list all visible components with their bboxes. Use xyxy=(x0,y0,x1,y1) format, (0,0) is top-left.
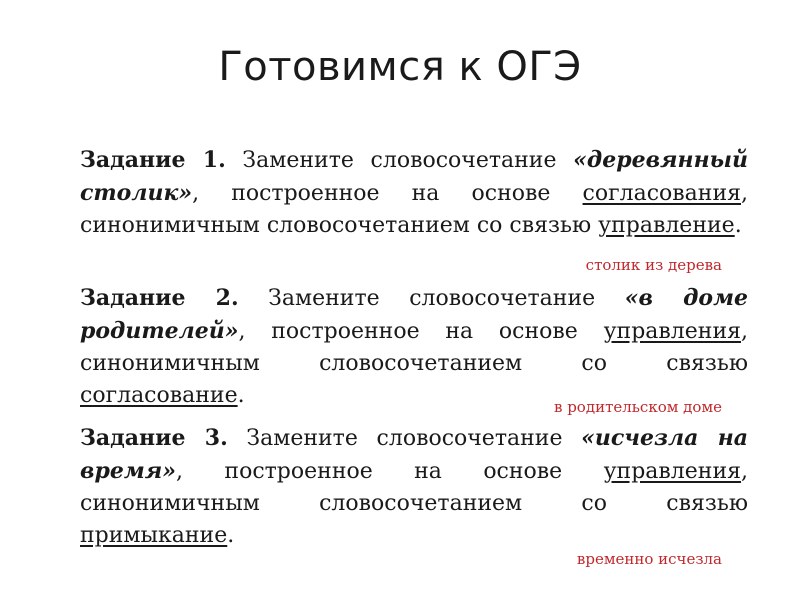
task-2-mid: , построенное на основе xyxy=(238,319,604,344)
task-1-intro: Замените словосочетание xyxy=(225,148,574,173)
task-3-label: Задание 3. xyxy=(80,425,228,451)
task-2-label: Задание 2. xyxy=(80,285,239,311)
task-1-mid: , построенное на основе xyxy=(192,181,583,206)
task-1-link-to: управление xyxy=(598,213,735,238)
task-3-mid2: , синонимичным словосочетанием со связью xyxy=(80,459,748,516)
task-2-link-to: согласование xyxy=(80,383,238,408)
task-3-link-from: управления xyxy=(603,459,741,484)
task-2-intro: Замените словосочетание xyxy=(238,286,625,311)
task-2-link-from: управления xyxy=(603,319,741,344)
task-3-intro: Замените словосочетание xyxy=(227,426,582,451)
task-3-answer: временно исчезла xyxy=(576,550,722,568)
task-1-end: . xyxy=(734,213,742,238)
task-2-mid2: , синонимичным словосочетанием со связью xyxy=(80,319,748,376)
task-3 xyxy=(80,422,748,552)
task-1-phrase: «деревянный столик» xyxy=(80,147,748,206)
task-1-answer: столик из дерева xyxy=(585,256,722,274)
task-2-phrase: «в доме родителей» xyxy=(80,285,748,344)
task-3-link-to: примыкание xyxy=(80,523,228,548)
task-1-link-from: согласования xyxy=(582,181,741,206)
page-title: Готовимся к ОГЭ xyxy=(218,44,582,90)
task-1-mid2: , синонимичным словосочетанием со связью xyxy=(80,181,748,238)
task-3-mid: , построенное на основе xyxy=(176,459,604,484)
task-3-end: . xyxy=(227,523,235,548)
task-1 xyxy=(80,144,748,242)
task-2 xyxy=(80,282,748,412)
task-2-end: . xyxy=(237,383,245,408)
task-1-label: Задание 1. xyxy=(80,147,226,173)
task-2-answer: в родительском доме xyxy=(553,398,722,416)
task-3-phrase: «исчезла на время» xyxy=(80,425,748,484)
